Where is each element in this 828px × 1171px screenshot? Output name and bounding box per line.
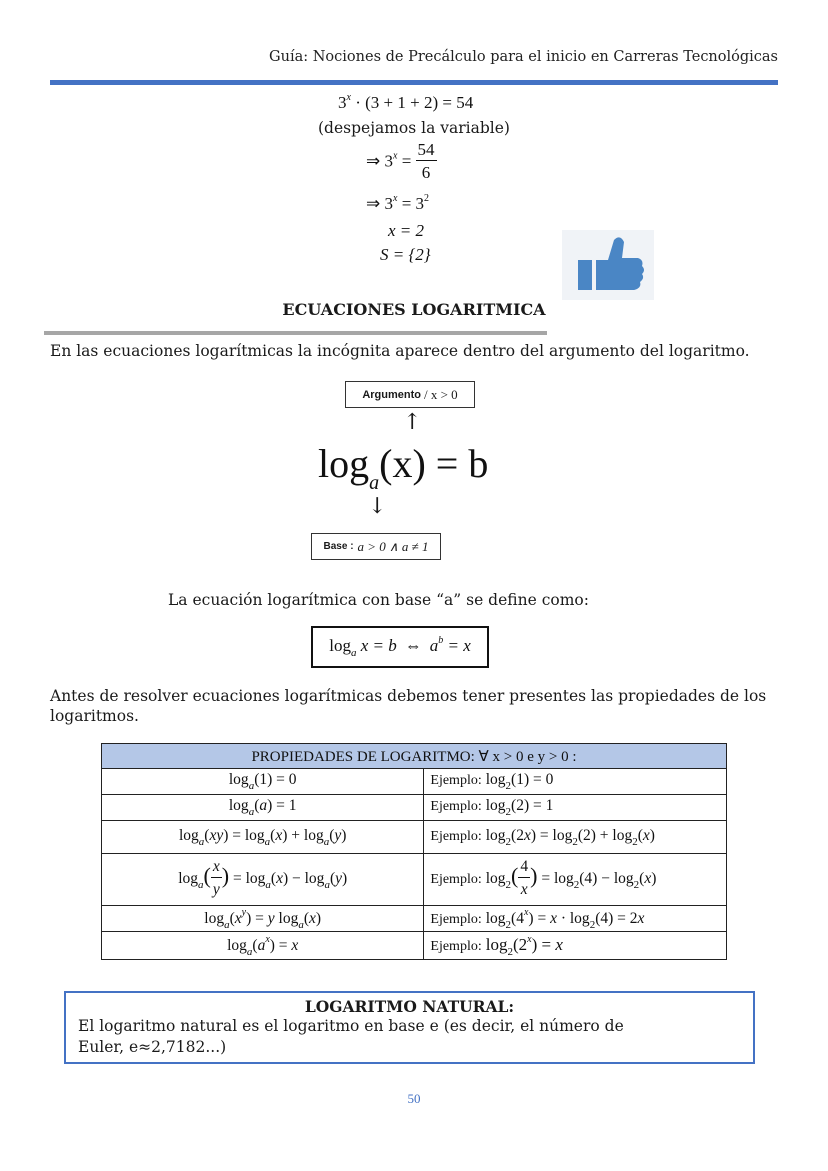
section-title: ECUACIONES LOGARITMICA bbox=[282, 300, 546, 319]
derivation-line-1: $3^x \cdot (3 + 1 + 2) = 54$ bbox=[338, 92, 474, 112]
definition-intro: La ecuación logarítmica con base “a” se define como: bbox=[168, 591, 589, 609]
properties-intro: Antes de resolver ecuaciones logarítmicas debemos tener presentes las propiedades de los logaritmos. bbox=[50, 687, 767, 725]
table-row bbox=[102, 795, 727, 821]
table-row bbox=[102, 906, 727, 932]
example-cell: Ejemplo: $\log_2$( $\frac{4}{x}$ ) = $\log_2(4) - \log_2(x)$ bbox=[424, 854, 727, 906]
properties-table bbox=[101, 743, 727, 960]
table-row bbox=[102, 769, 727, 795]
thumbs-up-icon bbox=[562, 230, 654, 300]
definition-box: $\log_a x = b$ ⇔ $a^b = x$ bbox=[311, 626, 489, 668]
derivation-comment: (despejamos la variable) bbox=[318, 119, 510, 137]
natural-log-box bbox=[64, 991, 755, 1064]
base-box: Base : a > 0 ∧ a ≠ 1 bbox=[311, 533, 441, 560]
fraction: $\frac{54}{6}$ bbox=[417, 140, 435, 182]
header-rule bbox=[50, 80, 778, 85]
property-cell: $\log_a(a) = 1$ bbox=[102, 795, 424, 821]
example-cell: Ejemplo: $\log_2(2x) = \log_2(2) + \log_2(x)$ bbox=[424, 821, 727, 854]
table-row bbox=[102, 821, 727, 854]
example-cell: Ejemplo: $\log_2(2^x) = x$ bbox=[424, 932, 727, 960]
property-cell: $\log_a(xy) = \log_a(x) + \log_a(y)$ bbox=[102, 821, 424, 854]
derivation-line-4: ⇒ $3^x = 3^2$ bbox=[366, 193, 430, 213]
section-intro: En las ecuaciones logarítmicas la incógnita aparece dentro del argumento del logaritmo. bbox=[50, 342, 750, 360]
property-cell: $\log_a(1) = 0$ bbox=[102, 769, 424, 795]
argument-box: Argumento / x > 0 bbox=[345, 381, 475, 408]
table-header: PROPIEDADES DE LOGARITMO: ∀ x > 0 e y > 0 : bbox=[102, 744, 727, 769]
example-cell: Ejemplo: $\log_2(4^x) = x \cdot \log_2(4) = 2x$ bbox=[424, 906, 727, 932]
table-row bbox=[102, 932, 727, 960]
natural-log-title: LOGARITMO NATURAL: bbox=[304, 997, 515, 1016]
natural-log-body: El logaritmo natural es el logaritmo en base e (es decir, el número de Euler, e≈2,7182...) bbox=[78, 1017, 624, 1056]
log-equation: $\log_a(x) = b$ bbox=[318, 441, 489, 494]
arrow-up-icon: ↑ bbox=[403, 410, 422, 435]
derivation-solution-set: S = {2} bbox=[380, 245, 431, 264]
property-cell: $\log_a$( $\frac{x}{y}$ ) = $\log_a(x) - \log_a(y)$ bbox=[102, 854, 424, 906]
page-header: Guía: Nociones de Precálculo para el inicio en Carreras Tecnológicas bbox=[269, 49, 778, 65]
example-cell: Ejemplo: $\log_2(1) = 0$ bbox=[424, 769, 727, 795]
arrow-down-icon: ↓ bbox=[368, 494, 387, 519]
section-rule bbox=[44, 331, 547, 335]
property-cell: $\log_a(x^y) = y$ $\log_a(x)$ bbox=[102, 906, 424, 932]
derivation-line-3: ⇒ $3^x$ = $\frac{54}{6}$ bbox=[366, 140, 437, 185]
derivation-line-5: x = 2 bbox=[388, 221, 425, 240]
table-row bbox=[102, 854, 727, 906]
property-cell: $\log_a(a^x) = x$ bbox=[102, 932, 424, 960]
page-number: 50 bbox=[407, 1091, 421, 1106]
example-cell: Ejemplo: $\log_2(2) = 1$ bbox=[424, 795, 727, 821]
